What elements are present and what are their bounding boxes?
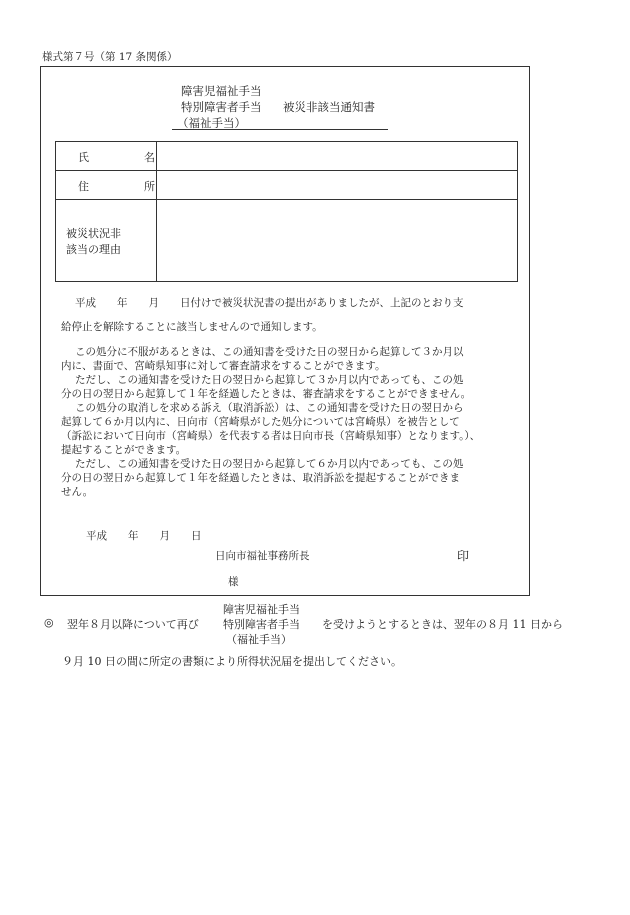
title-benefit-2: 特別障害者手当 — [181, 100, 262, 114]
title-benefit-3: （福祉手当） — [177, 116, 246, 130]
reason-row — [56, 199, 517, 281]
official-seal: 印 — [457, 549, 470, 563]
recipient-info-table — [55, 141, 518, 282]
appeal-line: ただし、この通知書を受けた日の翌日から起算して３か月以内であっても、この処 — [75, 374, 464, 386]
appeal-line: この処分の取消しを求める訴え（取消訴訟）は、この通知書を受けた日の翌日から — [75, 402, 464, 414]
appeal-line: 分の日の翌日から起算して１年を経過したときは、取消訴訟を提起することができま — [61, 472, 460, 484]
appeal-line: （訴訟において日向市（宮崎県）を代表する者は日向市長（宮崎県知事）となります。）、 — [61, 430, 481, 442]
appeal-line: 提起することができます。 — [61, 444, 187, 456]
footnote-before: 翌年８月以降について再び — [67, 618, 199, 631]
appeal-line: この処分に不服があるときは、この通知書を受けた日の翌日から起算して３か月以 — [75, 346, 464, 358]
appeal-line: 内に、書面で、宮崎県知事に対して審査請求をすることができます。 — [61, 360, 386, 372]
title-benefit-1: 障害児福祉手当 — [181, 84, 262, 98]
issuer-title: 日向市福祉事務所長 — [215, 550, 310, 562]
form-number: 様式第７号（第 17 条関係） — [42, 51, 178, 63]
footnote-benefit-3: （福祉手当） — [226, 633, 292, 646]
reason-label-1: 被災状況非 — [66, 227, 121, 240]
notice-line-2: 給停止を解除することに該当しませんので通知します。 — [61, 321, 323, 333]
signature-date: 平成 年 月 日 — [86, 530, 202, 542]
appeal-line: 起算して６か月以内に、日向市（宮崎県がした処分については宮崎県）を被告として — [61, 416, 460, 428]
address-label: 住 所 — [78, 180, 177, 193]
table-column-divider — [156, 142, 157, 281]
recipient-suffix: 様 — [228, 576, 239, 588]
name-row — [56, 142, 517, 171]
appeal-line: 分の日の翌日から起算して１年を経過したときは、審査請求をすることができません。 — [61, 388, 472, 400]
footnote-benefit-1: 障害児福祉手当 — [223, 603, 300, 616]
address-row — [56, 170, 517, 200]
title-underline — [172, 129, 388, 130]
reason-label-2: 該当の理由 — [66, 243, 121, 256]
name-label: 氏 名 — [78, 151, 177, 164]
appeal-line: ただし、この通知書を受けた日の翌日から起算して６か月以内であっても、この処 — [75, 458, 464, 470]
footnote-after: を受けようとするときは、翌年の８月 11 日から — [322, 618, 563, 631]
title-suffix: 被災非該当通知書 — [283, 100, 375, 114]
footnote-benefit-2: 特別障害者手当 — [223, 618, 300, 631]
appeal-line: せん。 — [61, 486, 94, 498]
footnote-line-2: ９月 10 日の間に所定の書類により所得状況届を提出してください。 — [62, 655, 402, 668]
notice-line-1: 平成 年 月 日付けで被災状況書の提出がありましたが、上記のとおり支 — [75, 297, 464, 309]
footnote-mark: ◎ — [44, 616, 54, 629]
